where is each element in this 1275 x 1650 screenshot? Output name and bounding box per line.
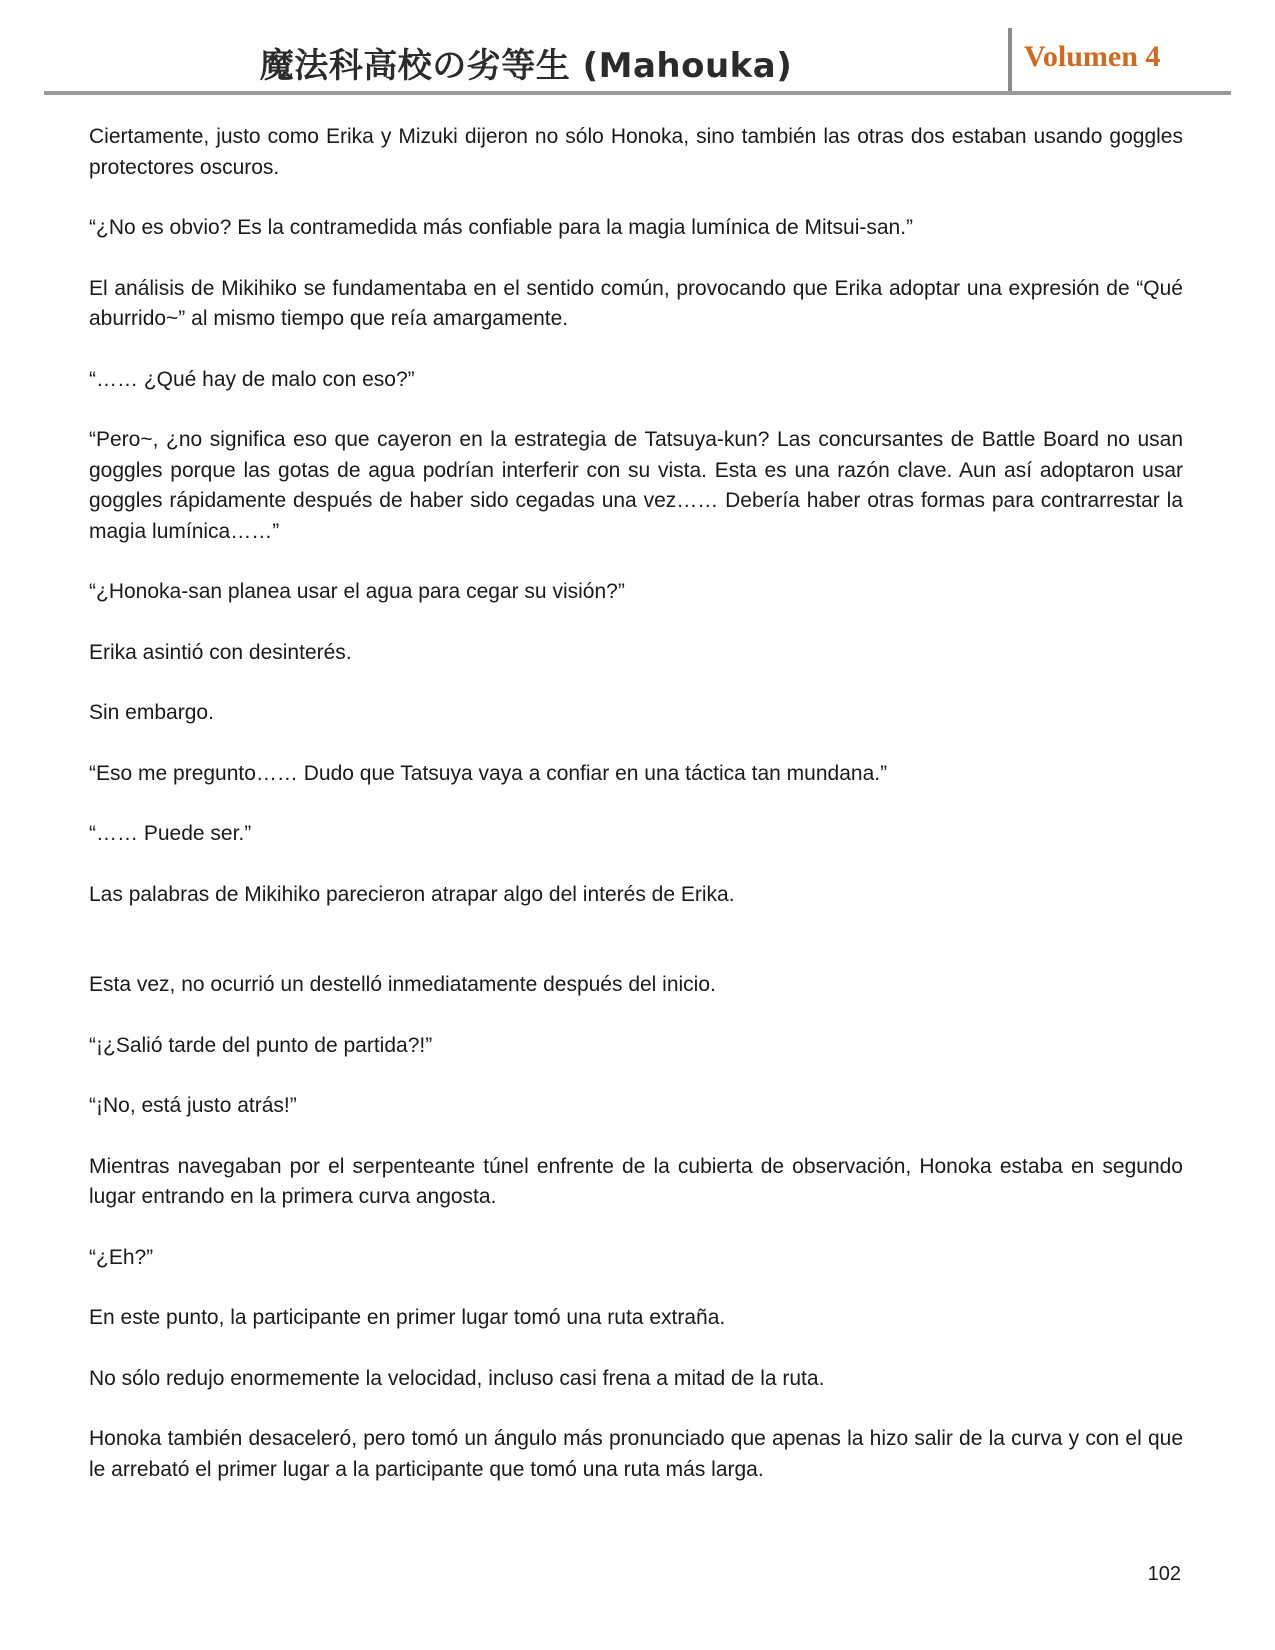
paragraph: “¿Eh?”: [89, 1245, 154, 1269]
paragraph: No sólo redujo enormemente la velocidad, incluso casi frena a mitad de la ruta.: [89, 1366, 825, 1390]
paragraph: Honoka también desaceleró, pero tomó un ángulo más pronunciado que apenas la hizo salir de la curva y con el que le arrebató el primer lugar a la participante que tomó una ruta más larga.: [89, 1427, 1183, 1481]
paragraph: “Eso me pregunto…… Dudo que Tatsuya vaya a confiar en una táctica tan mundana.”: [89, 761, 888, 785]
page-number: 102: [1147, 1563, 1181, 1585]
volume-label: Volumen 4: [1024, 40, 1161, 73]
paragraph: Esta vez, no ocurrió un destelló inmediatamente después del inicio.: [89, 973, 716, 996]
paragraph: Erika asintió con desinterés.: [89, 640, 352, 664]
paragraph: “¿No es obvio? Es la contramedida más confiable para la magia lumínica de Mitsui-san.”: [89, 216, 914, 239]
paragraph: “¡¿Salió tarde del punto de partida?!”: [89, 1033, 433, 1057]
paragraph: Ciertamente, justo como Erika y Mizuki dijeron no sólo Honoka, sino también las otras dos estaban usando goggles protectores oscuros.: [89, 125, 1183, 179]
header-divider: [1008, 28, 1012, 94]
paragraph: “…… Puede ser.”: [89, 822, 252, 845]
paragraph: “¡No, está justo atrás!”: [89, 1094, 297, 1117]
page-header: [44, 28, 1231, 94]
paragraph: “¿Honoka-san planea usar el agua para cegar su visión?”: [89, 580, 625, 603]
paragraph: “Pero~, ¿no significa eso que cayeron en la estrategia de Tatsuya-kun? Las concursantes de Battle Board no usan goggles porque las gotas de agua podrían interferir con su vista. Esta es una razón clave. Aun así adoptaron usar goggles rápidamente después de haber sido cegadas una vez…… Debería haber otras formas para contrarrestar la magia lumínica……”: [89, 428, 1183, 543]
paragraph: En este punto, la participante en primer lugar tomó una ruta extraña.: [89, 1306, 726, 1329]
paragraph: Mientras navegaban por el serpenteante túnel enfrente de la cubierta de observación, Honoka estaba en segundo lugar entrando en la primera curva angosta.: [89, 1154, 1183, 1208]
paragraph: Sin embargo.: [89, 701, 214, 724]
header-rule: [44, 91, 1231, 95]
book-title: 魔法科高校の劣等生 (Mahouka): [259, 46, 793, 86]
paragraph: Las palabras de Mikihiko parecieron atrapar algo del interés de Erika.: [89, 882, 735, 906]
paragraph: “…… ¿Qué hay de malo con eso?”: [89, 367, 415, 391]
paragraph: El análisis de Mikihiko se fundamentaba en el sentido común, provocando que Erika adoptar una expresión de “Qué aburrido~” al mismo tiempo que reía amargamente.: [89, 276, 1183, 330]
page-body: [89, 122, 1183, 1515]
